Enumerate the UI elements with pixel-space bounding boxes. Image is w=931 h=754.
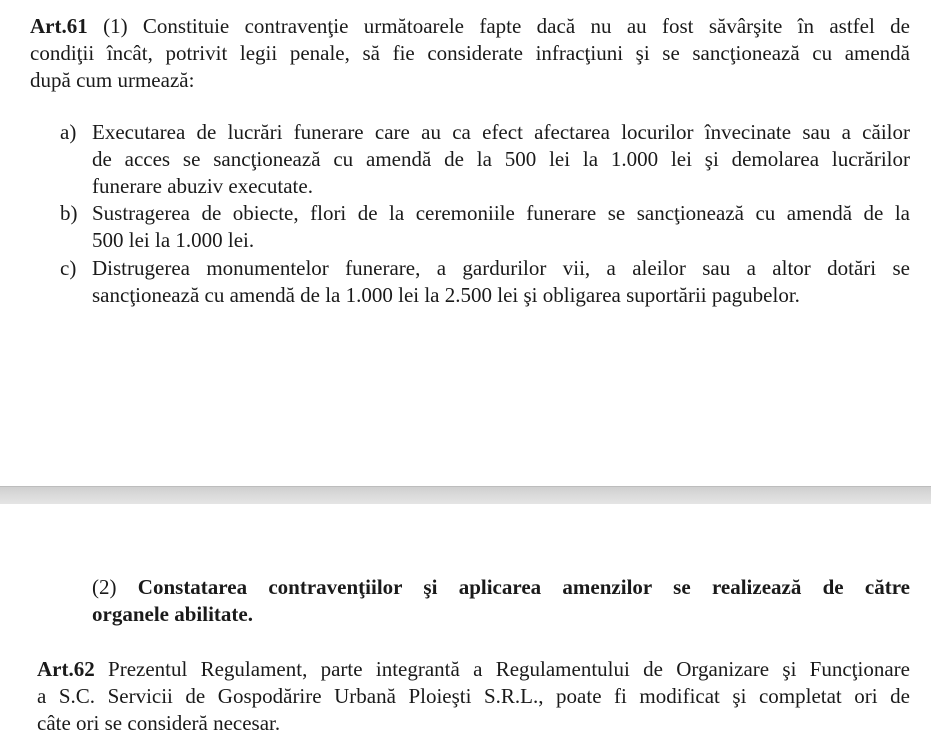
- list-item-b-line-1: Sustragerea de obiecte, flori de la ceremoniile funerare se sancţionează cu amendă de la: [92, 201, 910, 225]
- art61-intro-line-1-text: (1) Constituie contravenţie următoarele fapte dacă nu au fost săvârşite în astfel de: [87, 14, 910, 38]
- art61-intro: [30, 13, 910, 94]
- art61-paragraph-2-line-1: [92, 574, 910, 601]
- art61-paragraph-2-line-2: [92, 601, 910, 628]
- list-item-c: [60, 255, 910, 309]
- document-page-bottom: [0, 504, 931, 754]
- art62-paragraph: [37, 656, 910, 737]
- list-item-a-line-3: funerare abuziv executate.: [92, 174, 313, 198]
- list-marker-c: c): [60, 256, 77, 280]
- list-item-c-line-1: Distrugerea monumentelor funerare, a gardurilor vii, a aleilor sau a altor dotări se: [92, 256, 910, 280]
- list-item-a: [60, 119, 910, 200]
- list-item-b-line-2: 500 lei la 1.000 lei.: [92, 228, 255, 252]
- art62-heading: Art.62: [37, 657, 95, 681]
- art62-line-3: câte ori se consideră necesar.: [37, 711, 281, 735]
- art61-heading: Art.61: [30, 14, 88, 38]
- list-item-a-text: [92, 119, 910, 200]
- art61-intro-line-2: condiţii încât, potrivit legii penale, să fie considerate infracţiuni şi se sancţionează cu amendă: [30, 41, 910, 65]
- list-marker-a: a): [60, 120, 77, 144]
- list-item-a-line-1: Executarea de lucrări funerare care au ca efect afectarea locurilor învecinate sau a căilor: [92, 120, 910, 144]
- paragraph-2-number: (2): [92, 575, 117, 599]
- paragraph-2-text: Constatarea contravenţiilor şi aplicarea amenzilor se realizează de către: [137, 575, 911, 599]
- art62-line-2: a S.C. Servicii de Gospodărire Urbană Ploieşti S.R.L., poate fi modificat şi completat ori de: [37, 684, 910, 708]
- list-marker-b: b): [60, 201, 78, 225]
- art62-line-1: [37, 656, 910, 683]
- list-item-a-line-2: de acces se sancţionează cu amendă de la 500 lei la 1.000 lei şi demolarea lucrărilor: [92, 147, 910, 171]
- page-break-divider: [0, 486, 931, 506]
- art61-paragraph-2: [92, 574, 910, 628]
- art61-intro-line-1: [30, 13, 910, 40]
- art62-line-1-text: Prezentul Regulament, parte integrantă a Regulamentului de Organizare şi Funcţionare: [94, 657, 910, 681]
- list-item-c-text: [92, 255, 910, 309]
- list-item-c-line-2: sancţionează cu amendă de la 1.000 lei la 2.500 lei şi obligarea suportării pagubelor.: [92, 283, 800, 307]
- list-item-b-text: [92, 200, 910, 254]
- paragraph-2-text-cont: organele abilitate.: [92, 602, 253, 626]
- art61-intro-line-3: după cum urmează:: [30, 68, 195, 92]
- list-item-b: [60, 200, 910, 254]
